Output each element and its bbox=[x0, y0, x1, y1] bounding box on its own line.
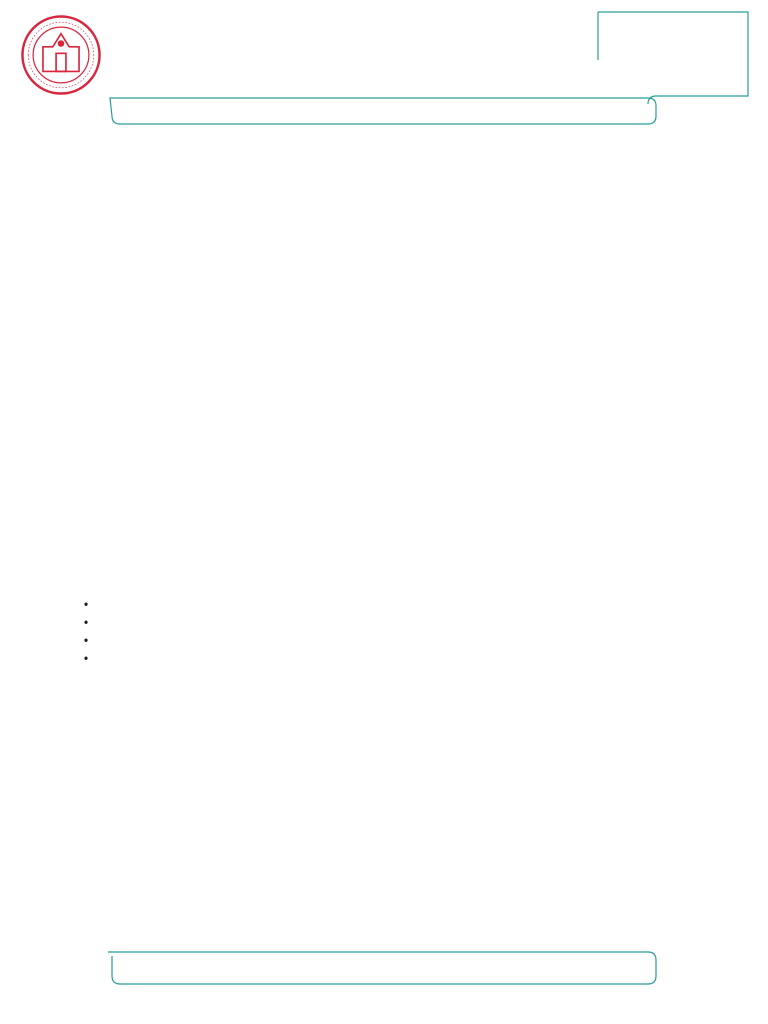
definition-jargon: • bbox=[84, 652, 89, 665]
question-1 bbox=[38, 138, 740, 146]
definition-sive: • bbox=[84, 616, 89, 629]
definition-list bbox=[78, 596, 740, 668]
definition-agiz: • bbox=[84, 598, 89, 611]
question-2 bbox=[38, 596, 740, 680]
footer-frame bbox=[108, 952, 656, 984]
definition-argo: • bbox=[84, 634, 89, 647]
meb-seal-icon bbox=[20, 14, 102, 96]
subject-frame bbox=[598, 12, 748, 104]
title-bar-frame bbox=[110, 98, 656, 124]
